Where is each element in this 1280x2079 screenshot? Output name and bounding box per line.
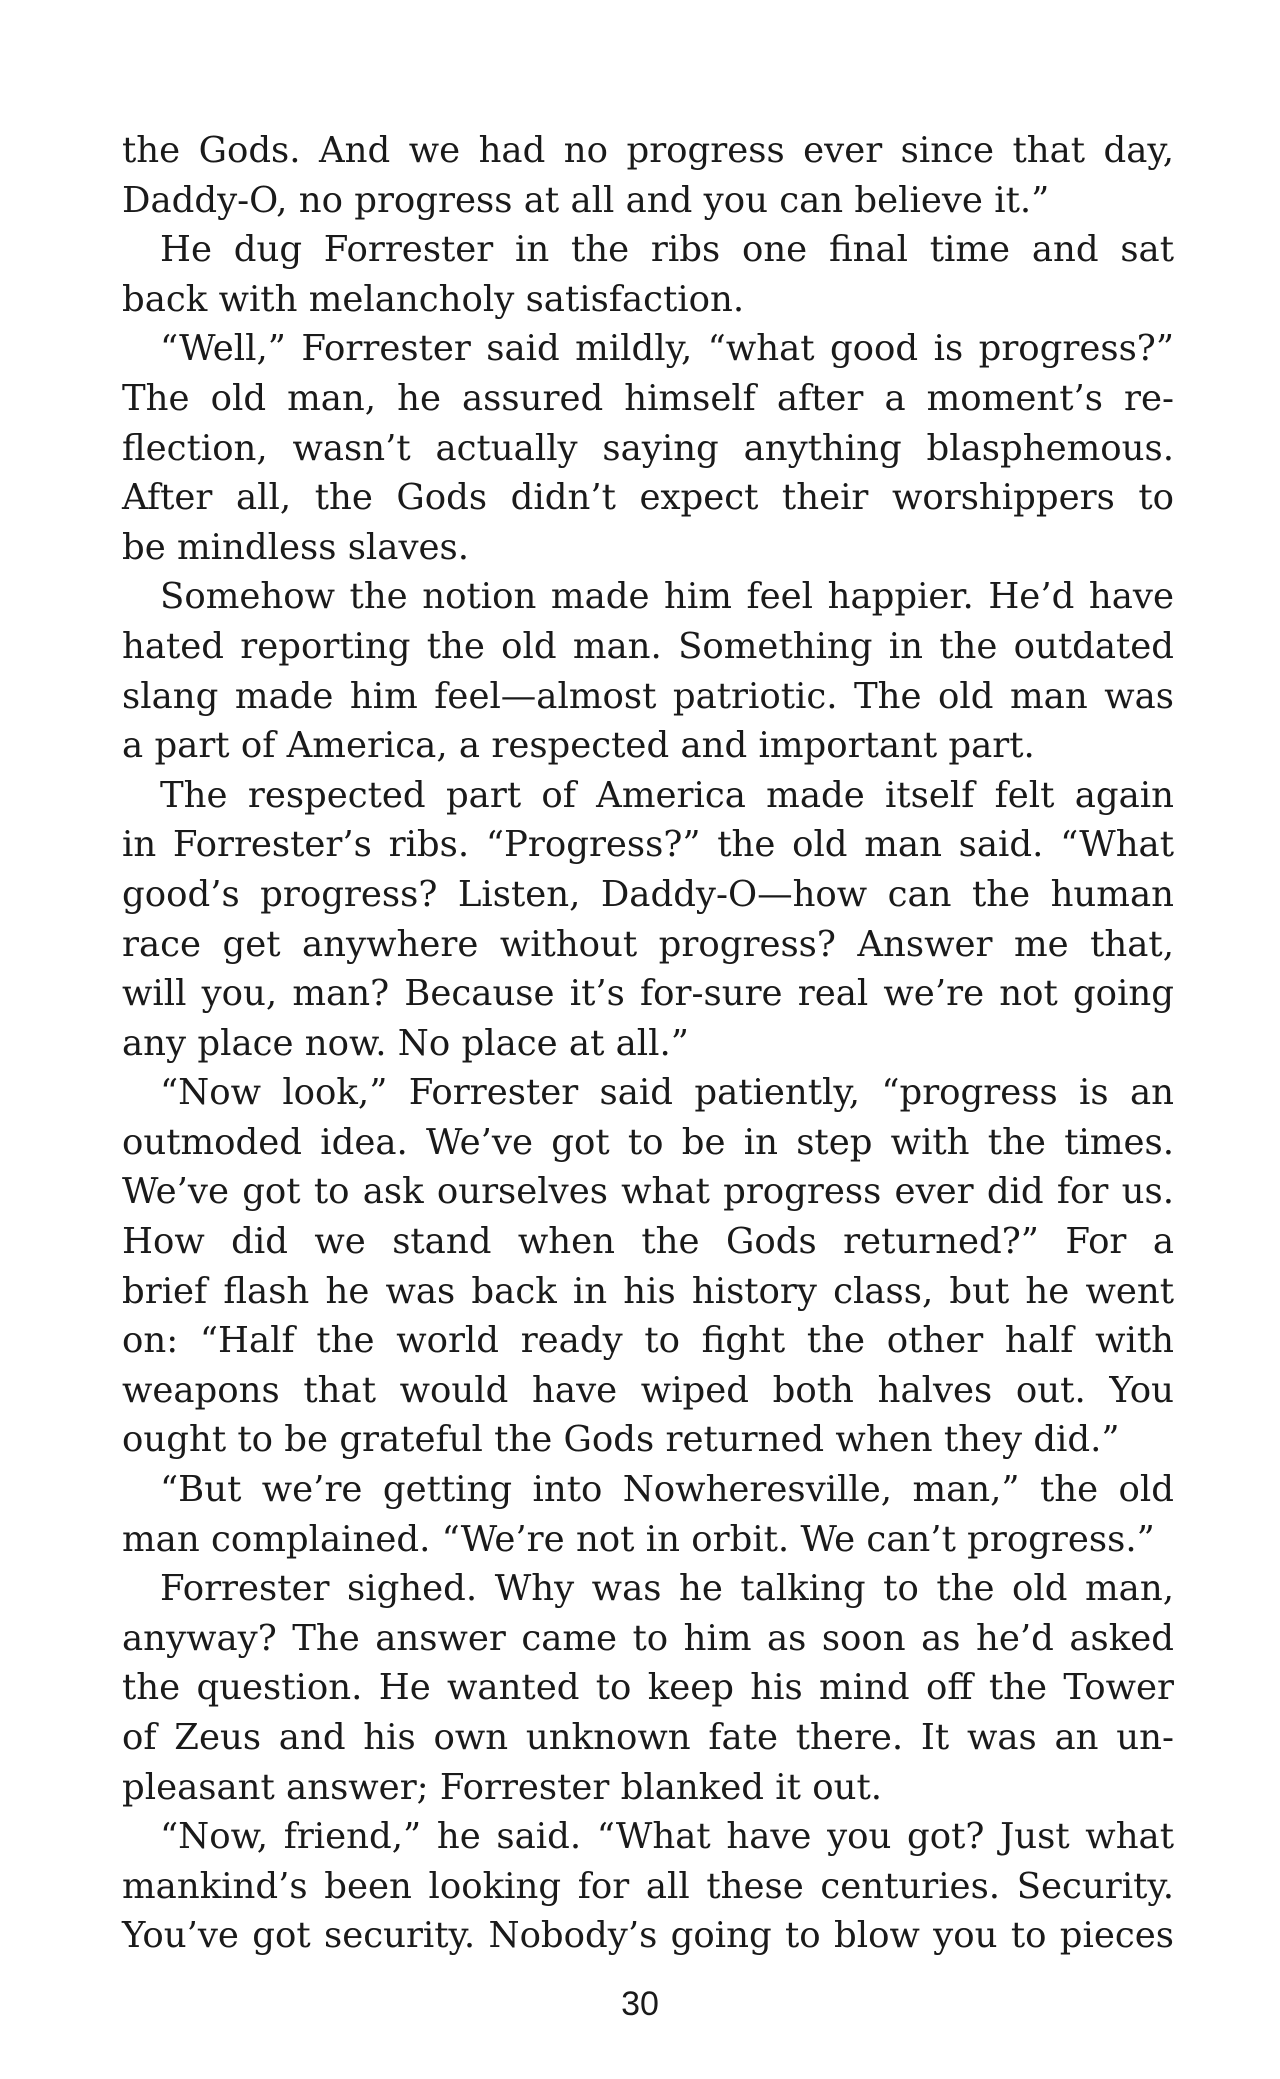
- text-line: After all, the Gods didn’t expect their worshippers to: [122, 477, 1174, 519]
- text-line: in Forrester’s ribs. “Progress?” the old man said. “What: [122, 824, 1174, 866]
- text-line: pleasant answer; Forrester blanked it out.: [122, 1766, 882, 1808]
- text-line: How did we stand when the Gods returned?” For a: [122, 1221, 1174, 1263]
- text-line: We’ve got to ask ourselves what progress ever did for us.: [122, 1171, 1174, 1213]
- text-line: Daddy-O, no progress at all and you can believe it.”: [122, 179, 1050, 221]
- page-text-block: [122, 126, 1174, 1961]
- page-number: 30: [621, 1985, 659, 2023]
- text-line: brief flash he was back in his history class, but he went: [122, 1270, 1174, 1312]
- text-line: Somehow the notion made him feel happier. He’d have: [160, 576, 1174, 618]
- text-line: good’s progress? Listen, Daddy-O—how can the human: [122, 873, 1174, 915]
- text-line: flection, wasn’t actually saying anything blasphemous.: [122, 427, 1174, 469]
- text-line: “Now look,” Forrester said patiently, “progress is an: [160, 1072, 1174, 1114]
- text-line: man complained. “We’re not in orbit. We can’t progress.”: [122, 1518, 1155, 1560]
- text-line: be mindless slaves.: [122, 526, 470, 568]
- text-line: any place now. No place at all.”: [122, 1022, 689, 1064]
- text-line: The respected part of America made itself felt again: [160, 774, 1174, 816]
- text-line: “Well,” Forrester said mildly, “what good is progress?”: [160, 328, 1174, 370]
- text-line: the Gods. And we had no progress ever since that day,: [122, 130, 1174, 171]
- text-line: of Zeus and his own unknown fate there. It was an un-: [122, 1717, 1174, 1758]
- text-line: the question. He wanted to keep his mind off the Tower: [122, 1667, 1174, 1709]
- text-line: slang made him feel—almost patriotic. The old man was: [122, 675, 1174, 717]
- text-line: race get anywhere without progress? Answer me that,: [122, 923, 1174, 965]
- text-line: hated reporting the old man. Something in the outdated: [122, 625, 1174, 667]
- text-line: will you, man? Because it’s for-sure real we’re not going: [122, 973, 1174, 1015]
- text-line: Forrester sighed. Why was he talking to the old man,: [160, 1568, 1174, 1610]
- text-line: ought to be grateful the Gods returned when they did.”: [122, 1419, 1120, 1461]
- text-line: The old man, he assured himself after a moment’s re-: [122, 377, 1174, 419]
- text-line: “But we’re getting into Nowheresville, man,” the old: [160, 1469, 1174, 1511]
- text-line: on: “Half the world ready to fight the other half with: [122, 1320, 1174, 1362]
- text-line: outmoded idea. We’ve got to be in step with the times.: [122, 1121, 1174, 1163]
- text-line: back with melancholy satisfaction.: [122, 278, 745, 320]
- text-line: “Now, friend,” he said. “What have you got? Just what: [160, 1816, 1174, 1858]
- text-line: a part of America, a respected and important part.: [122, 725, 1035, 767]
- text-line: You’ve got security. Nobody’s going to blow you to pieces: [122, 1915, 1174, 1957]
- text-line: He dug Forrester in the ribs one final time and sat: [160, 229, 1174, 271]
- text-line: weapons that would have wiped both halves out. You: [122, 1369, 1174, 1411]
- text-line: anyway? The answer came to him as soon as he’d asked: [122, 1617, 1174, 1659]
- text-line: mankind’s been looking for all these centuries. Security.: [122, 1865, 1174, 1907]
